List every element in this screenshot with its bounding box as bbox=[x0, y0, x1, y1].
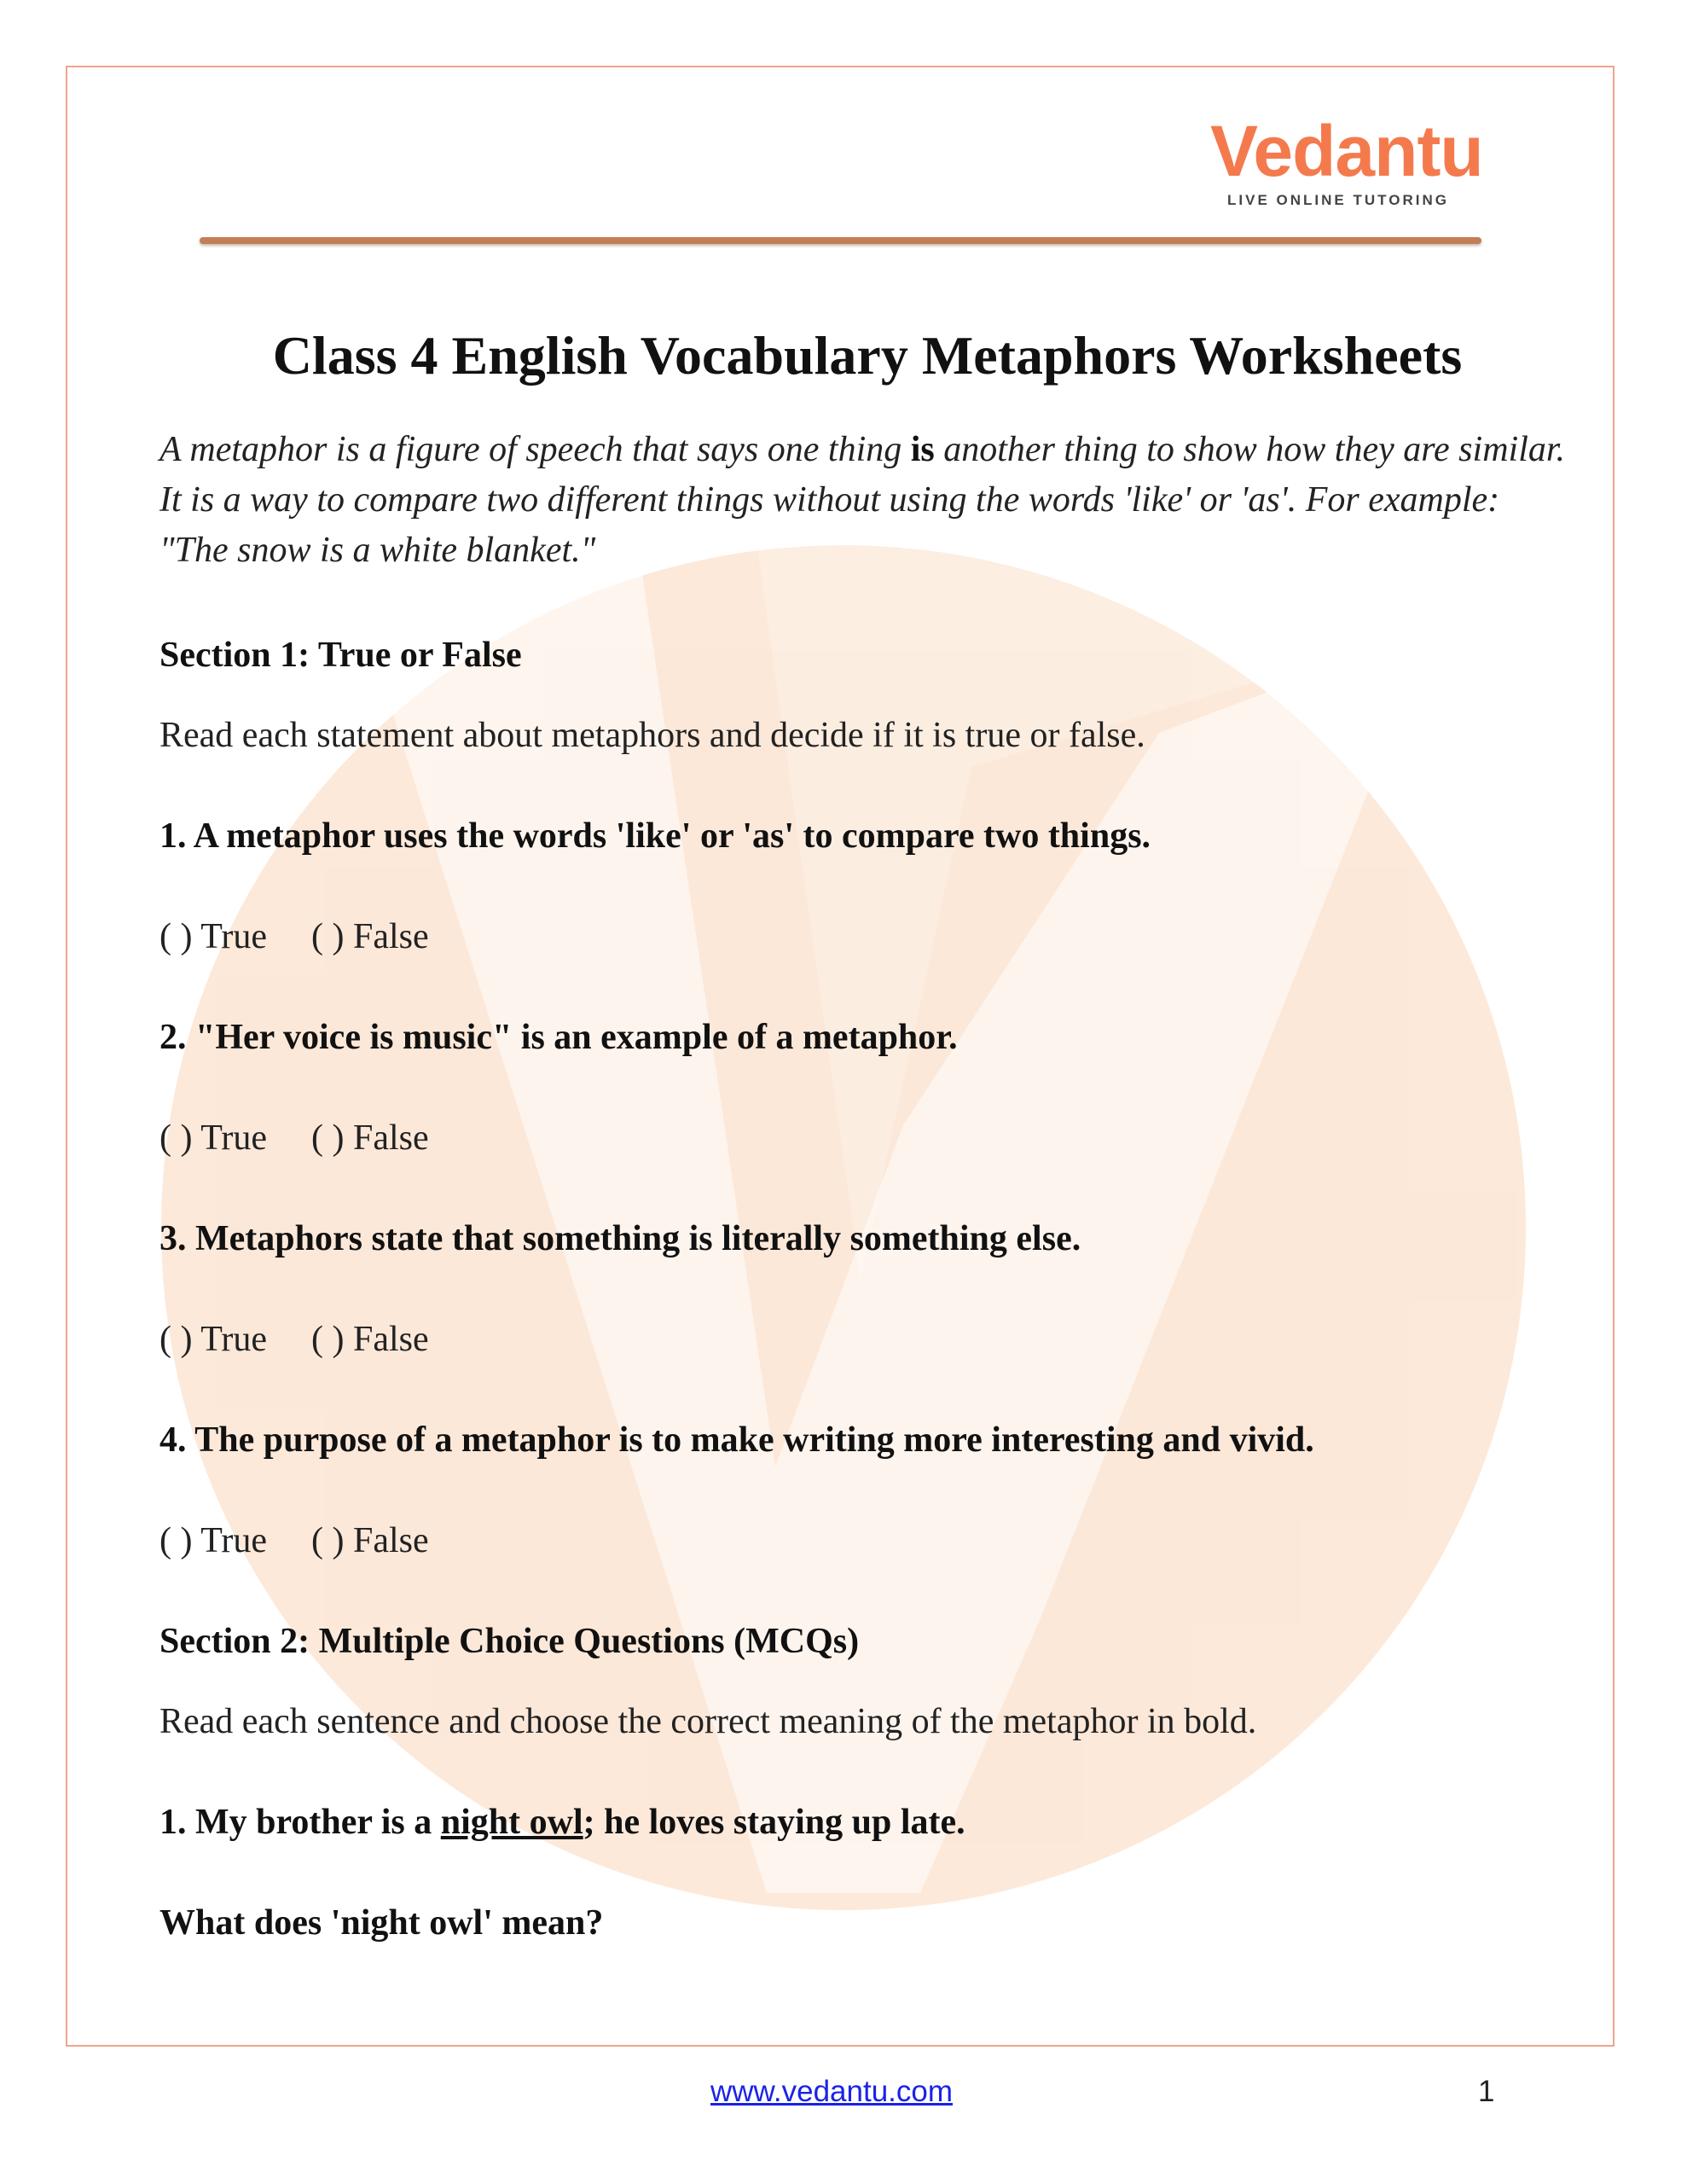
page-number: 1 bbox=[1478, 2075, 1495, 2108]
option-true[interactable]: ( ) True bbox=[159, 1520, 268, 1560]
section-2-title: Section 2: Multiple Choice Questions (MCQs) bbox=[159, 1621, 860, 1661]
tf-question-4: 4. The purpose of a metaphor is to make writing more interesting and vivid. bbox=[159, 1420, 1314, 1460]
tf-options-1 bbox=[159, 915, 1575, 958]
intro-text-1: A metaphor is a figure of speech that says one thing bbox=[159, 429, 911, 469]
option-false[interactable]: ( ) False bbox=[311, 1520, 429, 1560]
mcq-q1-prompt: What does 'night owl' mean? bbox=[159, 1902, 604, 1943]
mcq-q1-text-before: 1. My brother is a bbox=[159, 1802, 441, 1842]
section-1-title: Section 1: True or False bbox=[159, 635, 522, 675]
mcq-q1-underlined-phrase: night owl bbox=[440, 1802, 583, 1842]
tf-question-2: 2. "Her voice is music" is an example of a metaphor. bbox=[159, 1017, 958, 1057]
mcq-q1-text-after: ; he loves staying up late. bbox=[583, 1802, 965, 1842]
intro-text-2: another thing to show how they are similar. It is a way to compare two different things without using the words 'like' or 'as'. For example: "The snow is a white blanket." bbox=[159, 429, 1566, 570]
intro-bold-word: is bbox=[910, 429, 935, 469]
intro-paragraph bbox=[159, 425, 1575, 576]
tf-question-3: 3. Metaphors state that something is literally something else. bbox=[159, 1218, 1081, 1258]
worksheet-content bbox=[159, 323, 1575, 1944]
tf-options-3 bbox=[159, 1318, 1575, 1361]
mcq-question-1 bbox=[159, 1801, 1575, 1844]
vedantu-logo[interactable] bbox=[1210, 111, 1483, 209]
option-false[interactable]: ( ) False bbox=[311, 1319, 429, 1359]
tf-options-4 bbox=[159, 1519, 1575, 1562]
tf-options-2 bbox=[159, 1117, 1575, 1159]
header-divider bbox=[200, 237, 1481, 244]
logo-tagline: LIVE ONLINE TUTORING bbox=[1227, 192, 1449, 208]
option-false[interactable]: ( ) False bbox=[311, 1118, 429, 1158]
section-2-instruction: Read each sentence and choose the correct meaning of the metaphor in bold. bbox=[159, 1701, 1257, 1741]
page-title: Class 4 English Vocabulary Metaphors Worksheets bbox=[272, 325, 1463, 386]
section-1-instruction: Read each statement about metaphors and decide if it is true or false. bbox=[159, 715, 1145, 755]
footer-website-link[interactable]: www.vedantu.com bbox=[710, 2075, 954, 2108]
option-false[interactable]: ( ) False bbox=[311, 916, 429, 956]
tf-question-1: 1. A metaphor uses the words 'like' or 'as' to compare two things. bbox=[159, 816, 1151, 856]
page-frame bbox=[66, 66, 1615, 2047]
option-true[interactable]: ( ) True bbox=[159, 1118, 268, 1158]
logo-wordmark: Vedantu bbox=[1210, 111, 1483, 191]
option-true[interactable]: ( ) True bbox=[159, 1319, 268, 1359]
option-true[interactable]: ( ) True bbox=[159, 916, 268, 956]
